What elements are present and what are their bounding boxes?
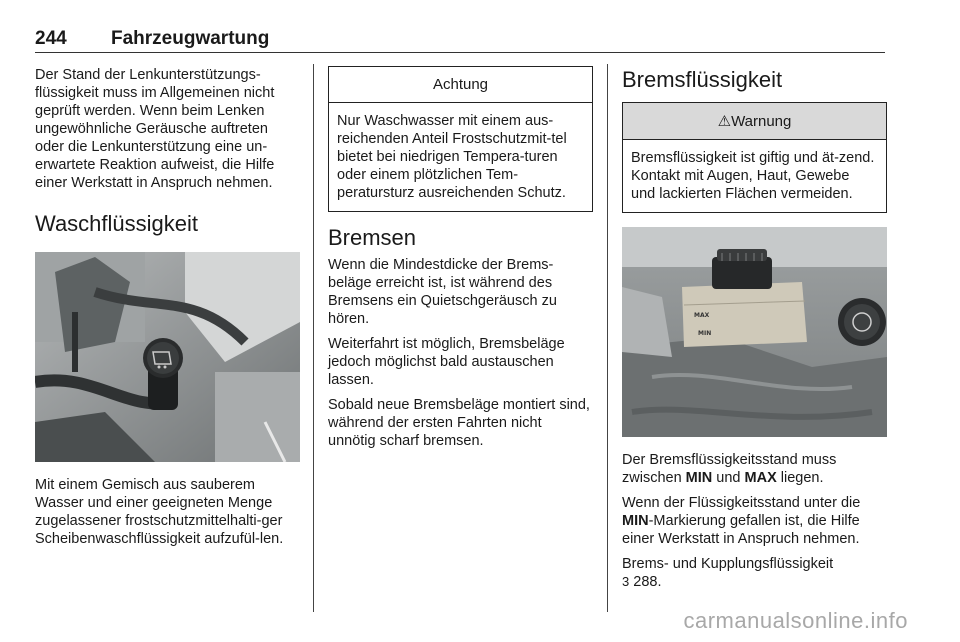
brake-fluid-photo: [622, 227, 887, 437]
washer-fluid-photo: [35, 252, 300, 462]
brake-fluid-level-text: Der Bremsflüssigkeitsstand muss zwischen MIN und MAX liegen.: [622, 452, 837, 486]
column-1: [35, 66, 300, 555]
caution-text: Nur Waschwasser mit einem aus-reichenden Anteil Frostschutzmit-tel bietet bei niedrigen Tempera-turen oder einem plötzlichen Tem-peratursturz ausreichenden Schutz.: [337, 113, 567, 201]
brakes-heading: Bremsen: [328, 225, 417, 250]
column-2: [328, 66, 593, 457]
caution-box: [328, 66, 593, 212]
warning-header: [623, 103, 886, 140]
column-divider: [607, 64, 608, 612]
page-ref-icon: 3: [622, 574, 630, 589]
washer-fluid-text: Mit einem Gemisch aus sauberem Wasser und einer geeigneten Menge zugelassener frostschutzmittelhalti-ger Scheibenwaschflüssigkeit aufzufül-len.: [35, 477, 284, 547]
caution-title: Achtung: [329, 67, 592, 103]
watermark: carmanualsonline.info: [683, 608, 908, 633]
page-ref-link[interactable]: 288.: [629, 574, 662, 590]
photo-min-label: MIN: [698, 330, 712, 337]
brake-fluid-low-text: Wenn der Flüssigkeitsstand unter die MIN-Markierung gefallen ist, die Hilfe einer Werkstatt in Anspruch nehmen.: [622, 495, 861, 547]
brakes-para-3: Sobald neue Bremsbeläge montiert sind, während der ersten Fahrten nicht unnötig scharf bremsen.: [328, 397, 590, 449]
steering-fluid-text: Der Stand der Lenkunterstützungs-flüssigkeit muss im Allgemeinen nicht geprüft werden. Wenn beim Lenken ungewöhnliche Geräusche auftreten oder die Lenkunterstützung eine un-erwartete Reaktion aufweist, die Hilfe einer Werkstatt in Anspruch nehmen.: [35, 67, 275, 191]
warning-box: [622, 102, 887, 213]
warning-triangle-icon: ⚠: [717, 113, 732, 130]
running-title: Fahrzeugwartung: [111, 28, 270, 49]
page-number: 244: [35, 28, 67, 49]
photo-max-label: MAX: [694, 312, 710, 319]
column-divider: [313, 64, 314, 612]
column-3: [622, 66, 887, 591]
page-header: [35, 26, 885, 53]
brake-fluid-ref: Brems- und Kupplungsflüssigkeit 3 288.: [622, 556, 834, 590]
washer-fluid-heading: Waschflüssigkeit: [35, 211, 199, 236]
warning-text: Bremsflüssigkeit ist giftig und ät-zend. Kontakt mit Augen, Haut, Gewebe und lackierten Flächen vermeiden.: [631, 150, 875, 202]
warning-title: Warnung: [731, 113, 792, 130]
brakes-para-1: Wenn die Mindestdicke der Brems-beläge erreicht ist, ist während des Bremsens ein Quietschgeräusch zu hören.: [328, 257, 557, 327]
brake-fluid-heading: Bremsflüssigkeit: [622, 67, 783, 92]
brakes-para-2: Weiterfahrt ist möglich, Bremsbeläge jedoch möglichst bald austauschen lassen.: [328, 336, 565, 388]
